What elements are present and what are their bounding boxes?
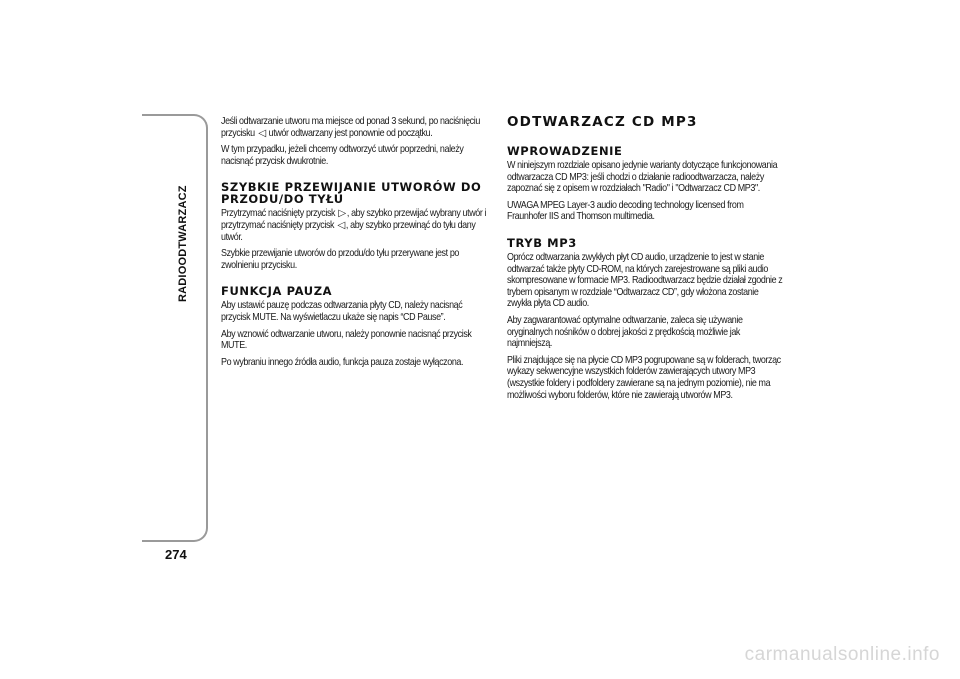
- paragraph-resume: Aby wznowić odtwarzanie utworu, należy ponownie nacisnąć przycisk MUTE.: [221, 328, 472, 352]
- page-number: 274: [165, 547, 187, 562]
- paragraph-text: , aby szybko przewijać wybrany utwór i przytrzymać naciśnięty przycisk: [221, 208, 487, 231]
- paragraph-previous-track: W tym przypadku, jeżeli chcemy odtworzyć utwór poprzedni, należy nacisnąć przycisk dwukrotnie.: [221, 144, 464, 167]
- right-column: [507, 114, 785, 406]
- left-column: [221, 116, 493, 373]
- heading-pause: FUNKCJA PAUZA: [221, 284, 333, 299]
- next-triangle-icon: ▷: [338, 208, 346, 220]
- prev-triangle-icon: ◁: [257, 127, 266, 139]
- paragraph-media-quality: Aby zagwarantować optymalne odtwarzanie, zaleca się używanie oryginalnych nośników o dobrej jakości z prędkością możliwie jak najmniejszą.: [507, 314, 743, 350]
- heading-fast-seek: SZYBKIE PRZEWIJANIE UTWORÓW DO PRZODU/DO TYŁU: [221, 180, 482, 207]
- paragraph-text: Jeśli odtwarzanie utworu ma miejsce od ponad 3 sekund, po naciśnięciu przycisku: [221, 116, 480, 139]
- paragraph-seek-release: Szybkie przewijanie utworów do przodu/do tyłu przerywane jest po zwolnieniu przycisku.: [221, 248, 459, 271]
- paragraph-seek: [221, 208, 493, 243]
- prev-triangle-icon: ◁: [337, 219, 345, 231]
- heading-cd-mp3-player: ODTWARZACZ CD MP3: [507, 114, 698, 130]
- paragraph-source-change: Po wybraniu innego źródła audio, funkcja pauza zostaje wyłączona.: [221, 356, 464, 368]
- paragraph-text: , aby szybko przewinąć do tyłu dany utwór.: [221, 219, 476, 243]
- paragraph-folders: Pliki znajdujące się na płycie CD MP3 pogrupowane są w folderach, tworząc wykazy sekwencyjne wszystkich folderów zawierających utwory MP3 (wszystkie foldery i podfoldery zawierane są na jednym poziomie), nie ma możliwości wyboru folderów, które nie zawierają utworów MP3.: [507, 354, 781, 401]
- side-rule: [142, 114, 208, 542]
- paragraph-text: Przytrzymać naciśnięty przycisk: [221, 208, 336, 220]
- paragraph-mp3-support: Oprócz odtwarzania zwykłych płyt CD audio, urządzenie to jest w stanie odtwarzać także płyty CD-ROM, na których zarejestrowane są pliki audio skompresowane w formacie MP3. Radioodtwarzacz będzie działał zgodnie z trybem opisanym w rozdziale “Odtwarzacz CD”, gdy włożona zostanie zwykła płyta CD audio.: [507, 251, 783, 310]
- heading-mp3-mode: TRYB MP3: [507, 235, 577, 250]
- paragraph-license-note: UWAGA MPEG Layer-3 audio decoding technology licensed from Fraunhofer IIS and Thomson multimedia.: [507, 199, 744, 223]
- paragraph-pause: Aby ustawić pauzę podczas odtwarzania płyty CD, należy nacisnąć przycisk MUTE. Na wyświetlaczu ukaże się napis “CD Pause”.: [221, 300, 463, 323]
- paragraph-text: utwór odtwarzany jest ponownie od początku.: [268, 127, 433, 139]
- paragraph-restart: [221, 116, 493, 139]
- section-title: RADIOODTWARZACZ: [177, 185, 189, 302]
- paragraph-intro: W niniejszym rozdziale opisano jedynie warianty dotyczące funkcjonowania odtwarzacza CD MP3: jeśli chodzi o działanie radioodtwarzacza, należy zapoznać się z opisem w rozdziałach "Radio" i "Odtwarzacz CD MP3".: [507, 160, 778, 195]
- heading-introduction: WPROWADZENIE: [507, 144, 623, 158]
- watermark: carmanualsonline.info: [744, 644, 940, 665]
